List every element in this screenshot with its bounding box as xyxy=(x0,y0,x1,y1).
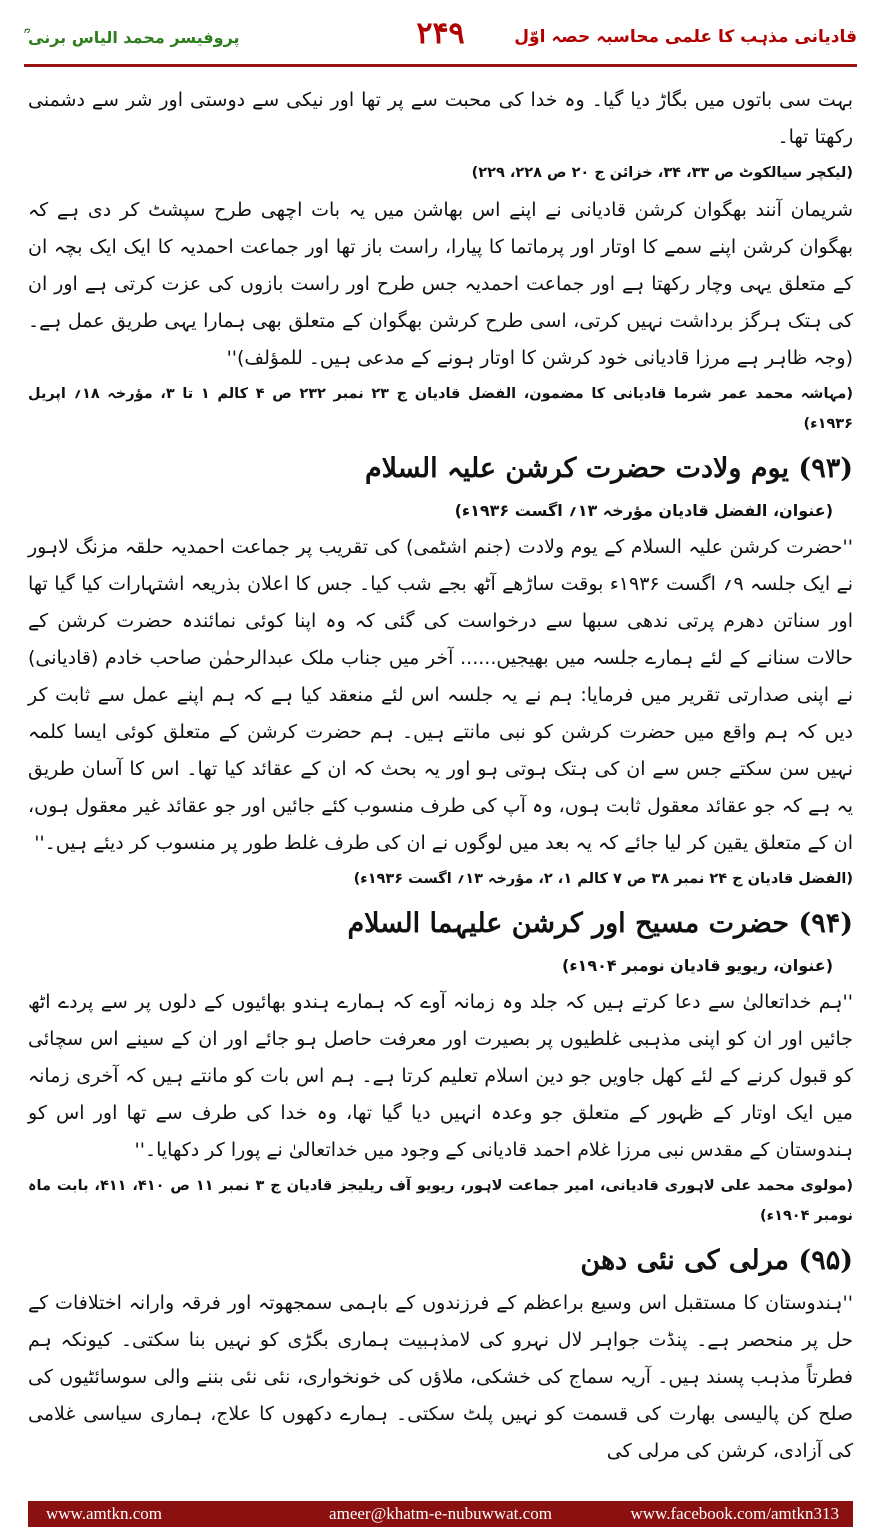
reference: (الفضل قادیان ج ۲۴ نمبر ۳۸ ص ۷ کالم ۱، ۲، مؤرخہ ۱۳؍ اگست ۱۹۳۶ء) xyxy=(353,871,853,887)
page-header xyxy=(24,14,857,64)
paragraph: بہت سی باتوں میں بگاڑ دیا گیا۔ وہ خدا کی محبت سے پر تھا اور نیکی سے دوستی اور شر سے دشمنی رکھتا تھا۔ xyxy=(28,89,853,148)
section-subheading: (عنوان، الفضل قادیان مؤرخہ ۱۳؍ اگست ۱۹۳۶ء) xyxy=(454,501,833,520)
section-heading-93: (۹۳) یوم ولادت حضرت کرشن علیہ السلام xyxy=(364,453,853,484)
author-name: پروفیسر محمد الیاس برنی ؒ xyxy=(24,28,240,47)
reference: (مولوی محمد علی لاہوری قادیانی، امیر جماعت لاہور، ریویو آف ریلیجز قادیان ج ۳ نمبر ۱۱ ص ۴۱۰، ۴۱۱، بابت ماہ نومبر ۱۹۰۴ء) xyxy=(28,1178,853,1224)
facebook-link[interactable]: www.facebook.com/amtkn313 xyxy=(630,1504,839,1523)
header-divider xyxy=(24,64,857,67)
section-heading-94: (۹۴) حضرت مسیح اور کرشن علیہما السلام xyxy=(347,908,853,939)
section-heading-95: (۹۵) مرلی کی نئی دھن xyxy=(580,1245,853,1276)
reference: (لیکچر سیالکوٹ ص ۳۳، ۳۴، خزائن ج ۲۰ ص ۲۲۸، ۲۲۹) xyxy=(471,165,853,181)
paragraph: شریمان آنند بھگوان کرشن قادیانی نے اپنے اس بھاشن میں یہ بات اچھی طرح سپشٹ کر دی ہے کہ بھگوان کرشن اپنے سمے کا اوتار اور پرماتما کا پیارا، راست باز تھا اور جماعت احمدیہ کا ایک ایک بچہ ان کے متعلق یہی وچار رکھتا ہے اور جماعت احمدیہ جس طرح اور راست بازوں کی عزت کرتی ہے اور ان کی ہتک ہرگز برداشت نہیں کرتی، اسی طرح کرشن بھگوان کے متعلق بھی ہمارا یہی طریق عمل ہے۔ (وجہ ظاہر ہے مرزا قادیانی خود کرشن کا اوتار ہونے کے مدعی ہیں۔ للمؤلف)'' xyxy=(28,199,853,369)
book-title: قادیانی مذہب کا علمی محاسبہ حصہ اوّل xyxy=(514,27,857,47)
reference: (مہاشہ محمد عمر شرما قادیانی کا مضمون، الفضل قادیان ج ۲۳ نمبر ۲۳۲ ص ۴ کالم ۱ تا ۳، مؤرخہ ۱۸؍ اپریل ۱۹۳۶ء) xyxy=(28,386,853,432)
page-number: ۲۴۹ xyxy=(416,16,465,51)
website-link[interactable]: www.amtkn.com xyxy=(46,1504,162,1523)
email-link[interactable]: ameer@khatm-e-nubuwwat.com xyxy=(329,1504,552,1523)
paragraph: ''حضرت کرشن علیہ السلام کے یوم ولادت (جنم اشٹمی) کی تقریب پر جماعت احمدیہ حلقہ مزنگ لاہور نے ایک جلسہ ۹؍ اگست ۱۹۳۶ء بوقت ساڑھے آٹھ بجے شب کیا۔ جس کا اعلان بذریعہ اشتہارات کیا گیا تھا اور سناتن دھرم پرتی ندھی سبھا سے درخواست کی گئی کہ وہ اپنا کوئی نمائندہ حضرت کرشن کے حالات سنانے کے لئے ہمارے جلسہ میں بھیجیں...... آخر میں جناب ملک عبدالرحمٰن صاحب خادم (قادیانی) نے اپنی صدارتی تقریر میں فرمایا: ہم نے یہ جلسہ اس لئے منعقد کیا ہے کہ ہم اپنے عمل سے ثابت کر دیں کہ ہم واقع میں حضرت کرشن کو نبی مانتے ہیں۔ ہم حضرت کرشن کے متعلق کوئی ایسا کلمہ نہیں سن سکتے جس سے ان کی ہتک ہوتی ہو اور یہ بحث کہ ان کے عقائد کیا تھا۔ اس کا آسان طریق یہ ہے کہ جو عقائد معقول ثابت ہوں، وہ آپ کی طرف منسوب کئے جائیں اور جو عقائد غیر معقول ہوں، ان کے متعلق یقین کر لیا جائے کہ یہ بعد میں لوگوں نے ان کی طرف غلط طور پر منسوب کر دیئے ہیں۔'' xyxy=(28,536,853,854)
paragraph: ''ہندوستان کا مستقبل اس وسیع براعظم کے فرزندوں کے باہمی سمجھوتہ اور فرقہ وارانہ اختلافات کے حل پر منحصر ہے۔ پنڈت جواہر لال نہرو کی لامذہبیت ہماری بگڑی کو نہیں بنا سکتی۔ کیونکہ ہم فطرتاً مذہب پسند ہیں۔ آریہ سماج کی خشکی، ملاؤں کی خونخواری، نئی نئی بننے والی سوسائٹیوں کی صلح کن پالیسی بھارت کی قسمت کو نہیں پلٹ سکتی۔ ہمارے دکھوں کا علاج، ہماری سیاسی غلامی کی آزادی، کرشن کی مرلی کی xyxy=(28,1292,853,1462)
paragraph: ''ہم خداتعالیٰ سے دعا کرتے ہیں کہ جلد وہ زمانہ آوے کہ ہمارے ہندو بھائیوں کے دلوں پر سے پردے اٹھ جائیں اور ان کو اپنی مذہبی غلطیوں پر بصیرت اور معرفت حاصل ہو جائے اور ان کے سینے اس سچائی کو قبول کرنے کے لئے کھل جاویں جو دین اسلام تعلیم کرتا ہے۔ ہم اس بات کو مانتے ہیں کہ آخری زمانہ میں ایک اوتار کے ظہور کے متعلق جو وعدہ انہیں دیا گیا تھا، وہ خدا کی طرف سے تھا اور اس کو ہندوستان کے مقدس نبی مرزا غلام احمد قادیانی کے وجود میں خداتعالیٰ نے پورا کر دکھایا۔'' xyxy=(28,991,853,1161)
section-subheading: (عنوان، ریویو قادیان نومبر ۱۹۰۴ء) xyxy=(562,956,833,975)
page-body xyxy=(28,82,853,1470)
page-footer xyxy=(28,1501,853,1527)
